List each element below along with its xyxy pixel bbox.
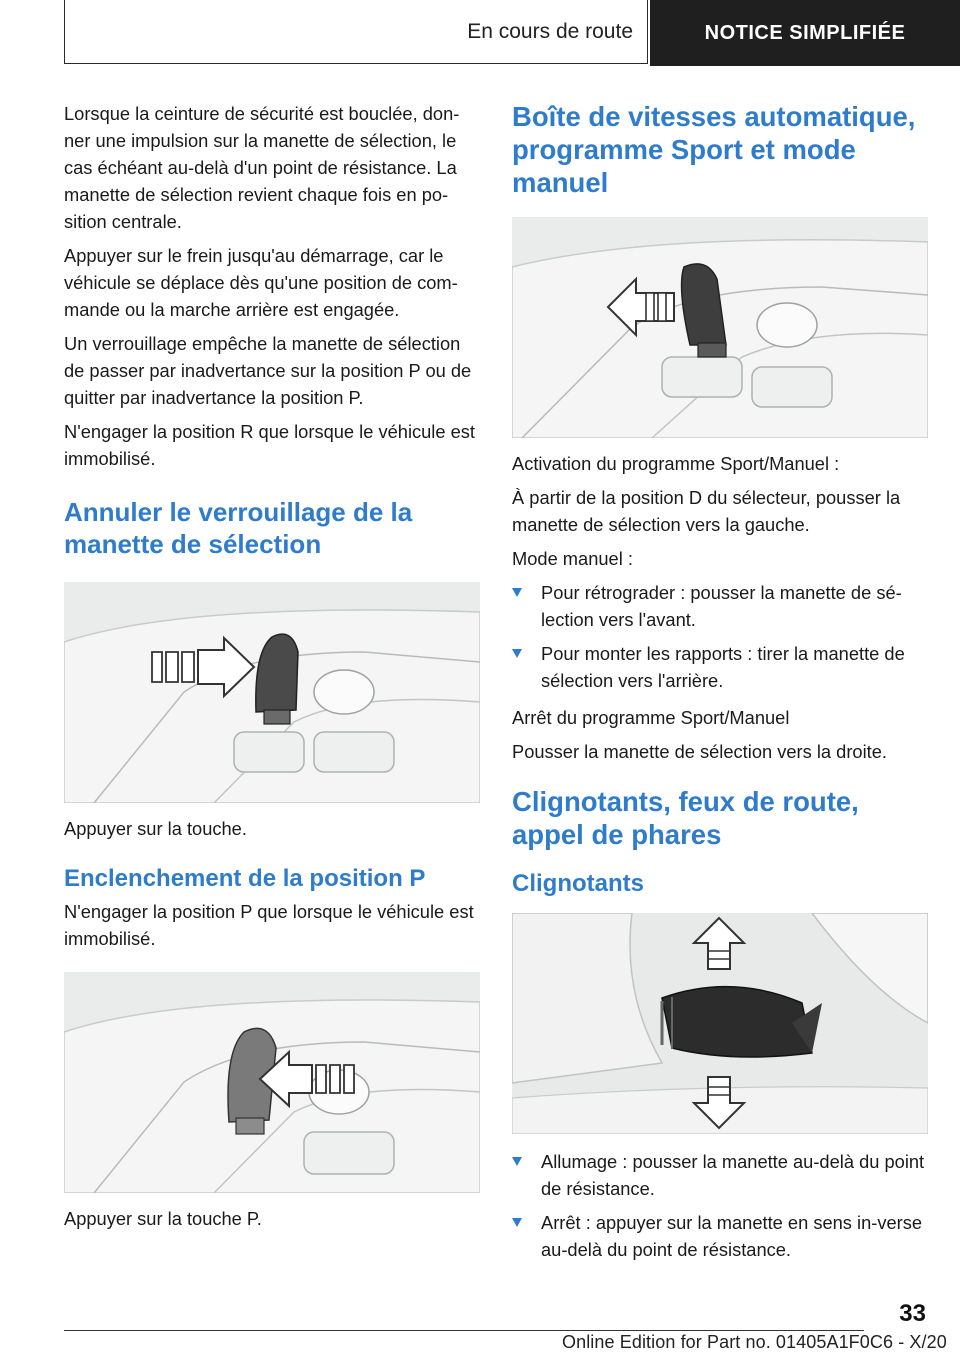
bullet-triangle-icon [512,588,522,597]
list-item: Pour rétrograder : pousser la manette de sé-lection vers l'avant. [512,579,928,633]
figure-park-button [64,972,480,1193]
caption: Appuyer sur la touche P. [64,1208,262,1229]
heading-unlock: Annuler le verrouillage de la manette de sélection [64,497,413,559]
list-item: Pour monter les rapports : tirer la manette de sélection vers l'arrière. [512,640,928,694]
turn-signal-list [512,1148,928,1263]
edition-line: Online Edition for Part no. 01405A1F0C6 - X/20 [562,1332,947,1352]
left-column [64,100,480,1239]
bullet-triangle-icon [512,1157,522,1166]
heading-park: Enclenchement de la position P [64,865,426,892]
bullet-triangle-icon [512,1218,522,1227]
paragraph: À partir de la position D du sélecteur, pousser la manette de sélection vers la gauche. [512,487,901,535]
bullet-triangle-icon [512,649,522,658]
list-item: Arrêt : appuyer sur la manette en sens in-verse au-delà du point de résistance. [512,1209,928,1263]
paragraph: N'engager la position P que lorsque le véhicule est immobilisé. [64,901,474,949]
figure-selector-sport [512,217,928,438]
paragraph: Un verrouillage empêche la manette de sélection de passer par inadvertance sur la position P ou de quitter par inadvertance la position P. [64,333,472,408]
section-title: En cours de route [64,0,648,64]
heading-lights: Clignotants, feux de route, appel de phares [512,786,859,850]
figure-turn-signal-lever [512,913,928,1134]
figure-selector-unlock [64,582,480,803]
caption: Appuyer sur la touche. [64,818,247,839]
page-number: 33 [899,1300,926,1327]
paragraph: Mode manuel : [512,548,633,569]
right-column [512,100,928,1270]
paragraph: Activation du programme Sport/Manuel : [512,453,840,474]
header-tab: NOTICE SIMPLIFIÉE [650,0,960,66]
heading-turn-signals: Clignotants [512,870,644,897]
paragraph: Pousser la manette de sélection vers la droite. [512,741,887,762]
heading-gearbox: Boîte de vitesses automatique, programme Sport et mode manuel [512,101,916,198]
manual-mode-list [512,579,928,694]
paragraph: Lorsque la ceinture de sécurité est bouclée, don-ner une impulsion sur la manette de sélection, le cas échéant au-delà d'un point de résistance. La manette de sélection revient chaque fois en po-sition centrale. [64,103,460,232]
footer-divider [64,1330,864,1331]
paragraph: Appuyer sur le frein jusqu'au démarrage, car le véhicule se déplace dès qu'une position de com-mande ou la marche arrière est engagée. [64,245,458,320]
list-item: Allumage : pousser la manette au-delà du point de résistance. [512,1148,928,1202]
page-header [0,0,960,66]
paragraph: N'engager la position R que lorsque le véhicule est immobilisé. [64,421,476,469]
paragraph: Arrêt du programme Sport/Manuel [512,707,790,728]
